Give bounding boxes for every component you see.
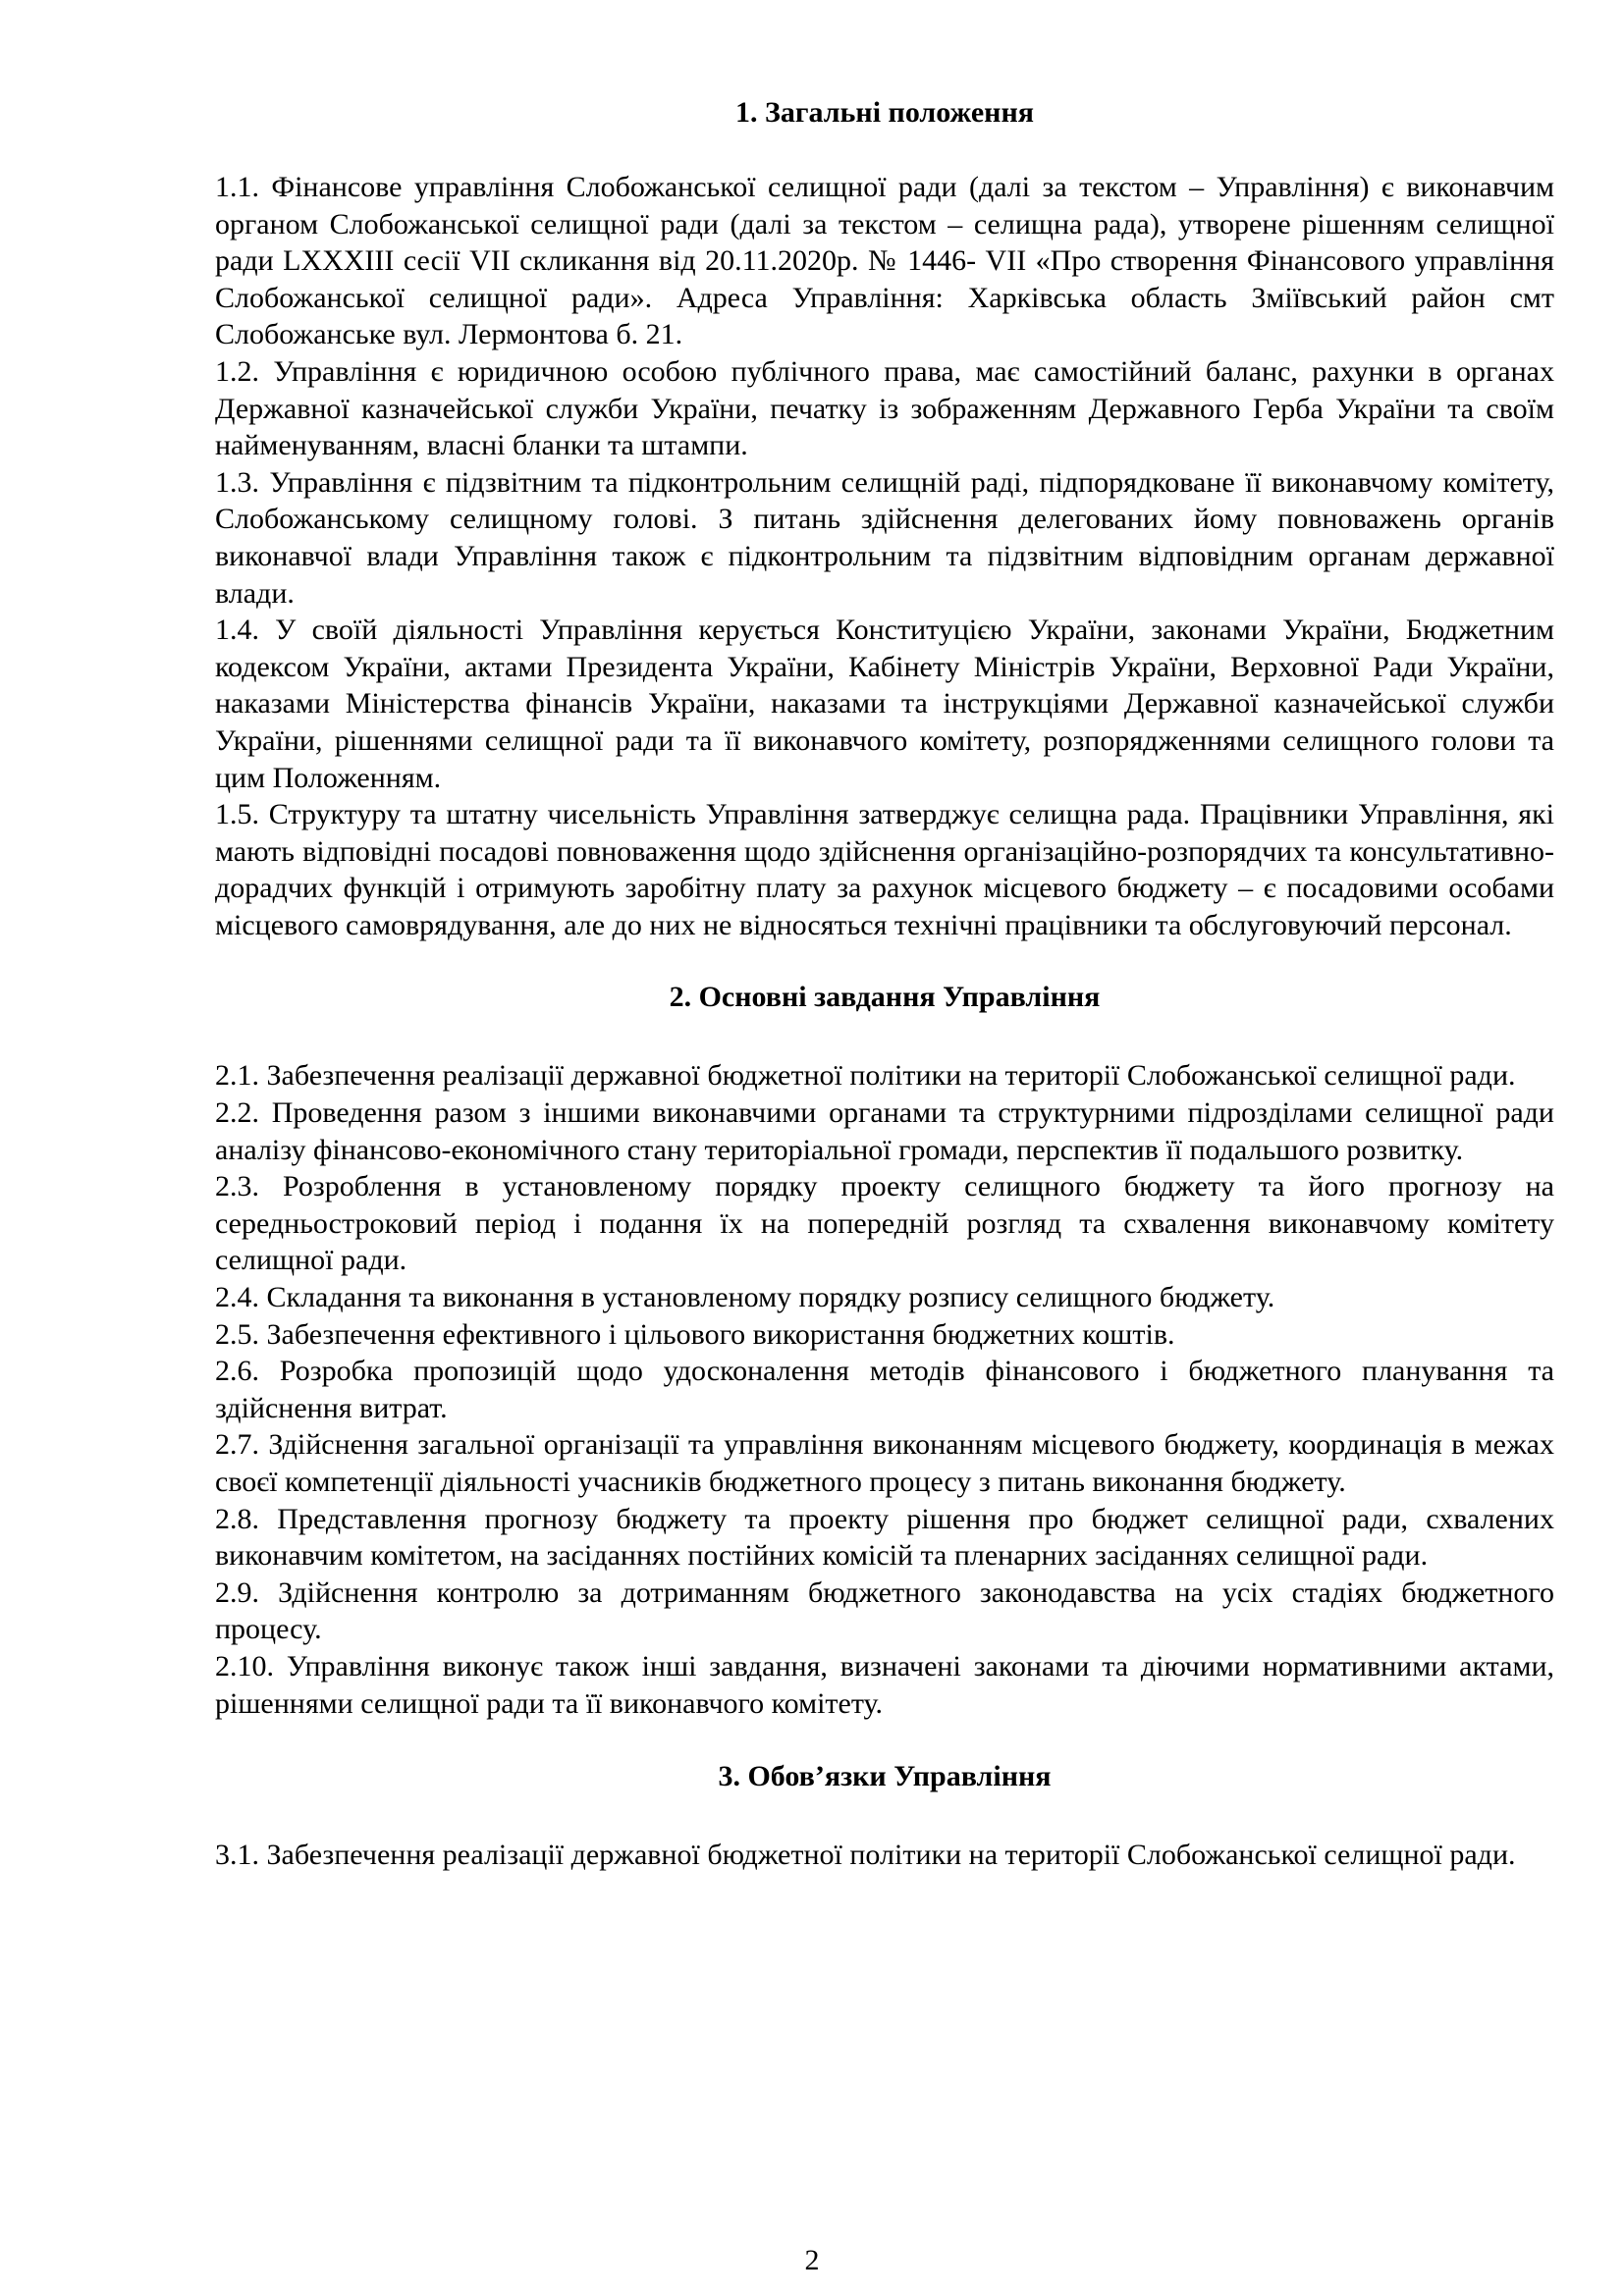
paragraph-1-1: 1.1. Фінансове управління Слобожанської селищної ради (далі за текстом – Управління) є виконавчим органом Слобожанської селищної ради (далі за текстом – селищна рада), утворене рішенням селищної ради LXXXIII сесії VII скликання від 20.11.2020р. № 1446- VII «Про створення Фінансового управління Слобожанської селищної ради». Адреса Управління: Харківська область Зміївський район смт Слобожанське вул. Лермонтова б. 21. xyxy=(215,171,1554,351)
paragraph-2-10: 2.10. Управління виконує також інші завдання, визначені законами та діючими нормативними актами, рішеннями селищної ради та її виконавчого комітету. xyxy=(215,1649,1554,1720)
paragraph-1-5: 1.5. Структуру та штатну чисельність Управління затверджує селищна рада. Працівники Управління, які мають відповідні посадові повноваження щодо здійснення організаційно-розпорядчих та консультативно-дорадчих функцій і отримують заробітну плату за рахунок місцевого бюджету – є посадовими особами місцевого самоврядування, але до них не відносяться технічні працівники та обслуговуючий персонал. xyxy=(215,798,1554,941)
paragraph-2-9: 2.9. Здійснення контролю за дотриманням бюджетного законодавства на усіх стадіях бюджетного процесу. xyxy=(215,1575,1554,1646)
paragraph-2-8: 2.8. Представлення прогнозу бюджету та проекту рішення про бюджет селищної ради, схвалених виконавчим комітетом, на засіданнях постійних комісій та пленарних засіданнях селищної ради. xyxy=(215,1502,1554,1573)
paragraph-2-4: 2.4. Складання та виконання в установленому порядку розпису селищного бюджету. xyxy=(215,1281,1275,1314)
paragraph-2-1: 2.1. Забезпечення реалізації державної бюджетної політики на території Слобожанської селищної ради. xyxy=(215,1059,1516,1093)
paragraph-1-2: 1.2. Управління є юридичною особою публічного права, має самостійний баланс, рахунки в органах Державної казначейської служби України, печатку із зображенням Державного Герба України та своїм найменуванням, власні бланки та штампи. xyxy=(215,354,1554,462)
section-title-duties: 3. Обов’язки Управління xyxy=(718,1760,1052,1793)
paragraph-2-6: 2.6. Розробка пропозицій щодо удосконалення методів фінансового і бюджетного планування та здійснення витрат. xyxy=(215,1355,1554,1424)
paragraph-3-1: 3.1. Забезпечення реалізації державної бюджетної політики на території Слобожанської селищної ради. xyxy=(215,1839,1516,1872)
paragraph-2-7: 2.7. Здійснення загальної організації та управління виконанням місцевого бюджету, координація в межах своєї компетенції діяльності учасників бюджетного процесу з питань виконання бюджету. xyxy=(215,1428,1554,1498)
paragraph-1-3: 1.3. Управління є підзвітним та підконтрольним селищній раді, підпорядковане її виконавчому комітету, Слобожанському селищному голові. З питань здійснення делегованих йому повноважень органів виконавчої влади Управління також є підконтрольним та підзвітним відповідним органам державної влади. xyxy=(215,465,1554,610)
paragraph-2-3: 2.3. Розроблення в установленому порядку проекту селищного бюджету та його прогнозу на середньостроковий період і подання їх на попередній розгляд та схвалення виконавчому комітету селищної ради. xyxy=(215,1170,1554,1277)
paragraph-2-2: 2.2. Проведення разом з іншими виконавчими органами та структурними підрозділами селищної ради аналізу фінансово-економічного стану територіальної громади, перспектив її подальшого розвитку. xyxy=(215,1096,1554,1166)
paragraph-1-4: 1.4. У своїй діяльності Управління керується Конституцією України, законами України, Бюджетним кодексом України, актами Президента України, Кабінету Міністрів України, Верховної Ради України, наказами Міністерства фінансів України, наказами та інструкціями Державної казначейської служби України, рішеннями селищної ради та її виконавчого комітету, розпорядженнями селищного голови та цим Положенням. xyxy=(215,614,1554,794)
document-page xyxy=(215,94,1554,1874)
section-title-main-tasks: 2. Основні завдання Управління xyxy=(669,981,1101,1014)
section-title-general-provisions: 1. Загальні положення xyxy=(735,96,1034,129)
paragraph-2-5: 2.5. Забезпечення ефективного і цільового використання бюджетних коштів. xyxy=(215,1317,1175,1351)
page-number: 2 xyxy=(804,2244,820,2276)
